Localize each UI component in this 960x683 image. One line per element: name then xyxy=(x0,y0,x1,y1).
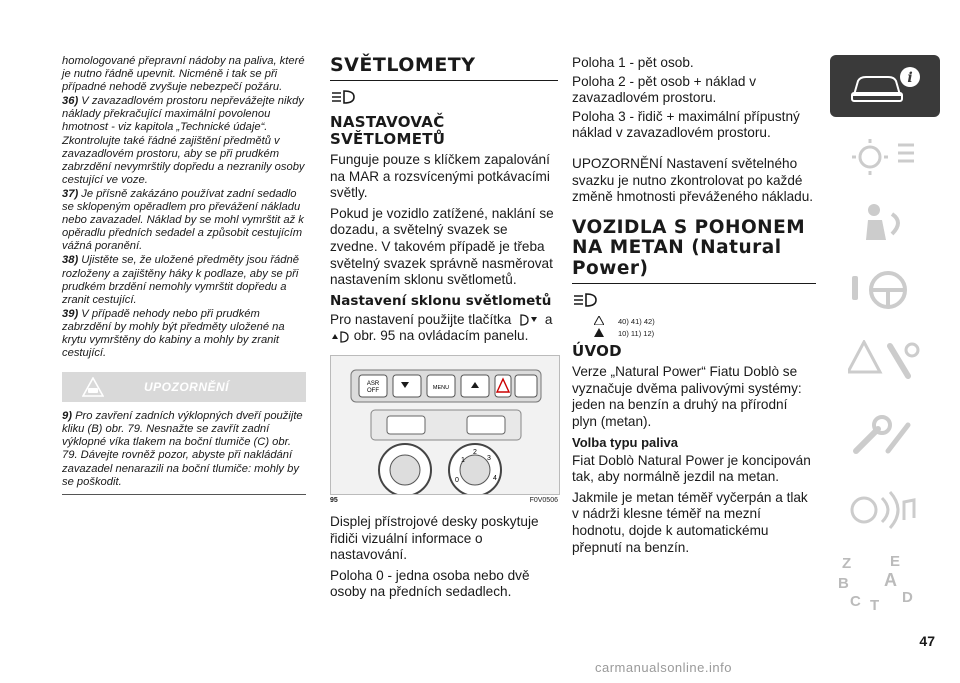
svg-text:Z: Z xyxy=(842,555,852,572)
svg-text:B: B xyxy=(838,575,849,592)
beam-up-icon xyxy=(515,313,541,327)
tab-multimedia[interactable] xyxy=(830,478,940,540)
svg-text:4: 4 xyxy=(493,474,497,482)
figure-caption xyxy=(330,497,558,504)
steering-icon xyxy=(848,268,922,314)
beam-warning: UPOZORNĚNÍ Nastavení světelného svazku je nutno zkontrolovat po každé změně hmotnosti převáženého nákladu. xyxy=(572,155,814,205)
svg-text:3: 3 xyxy=(487,454,491,462)
left-column xyxy=(62,55,306,495)
right-column xyxy=(572,55,816,560)
svg-text:D: D xyxy=(902,589,913,606)
middle-column xyxy=(330,55,558,605)
car-info-icon xyxy=(848,65,922,107)
warning-box xyxy=(62,410,306,495)
warning-text: 9) Pro zavření zadních výklopných dveří použijte kliku (B) obr. 79. Nesnažte se zavřít zadní výklopné víka tlakem na boční tlumiče (C) obr. 79. Dávejte rovněž pozor, abyste při nakládání zavazadel nenarazili na boční tlumiče: mohly by se poškodit. xyxy=(62,410,303,488)
note-38: 38) Ujistěte se, že uložené předměty jsou řádně rozloženy a zajištěny háky k podlaze, aby se při prudkém brzdění nemohly vymrštit dopředu a zranit cestující. xyxy=(62,254,299,306)
svg-text:i: i xyxy=(907,70,913,86)
caution-icon xyxy=(594,328,604,337)
position-1: Poloha 1 - pět osob. xyxy=(572,55,694,70)
warning-refs: 40) 41) 42) xyxy=(608,315,816,327)
svg-text:C: C xyxy=(850,593,861,610)
headlight-adjuster-heading: NASTAVOVAČ SVĚTLOMETŮ xyxy=(330,113,446,148)
svg-text:A: A xyxy=(884,570,897,590)
dashboard-figure xyxy=(330,355,560,495)
index-icon xyxy=(836,552,920,612)
airbag-icon xyxy=(848,200,922,246)
note-37: 37) Je přísně zakázáno používat zadní sedadlo se sklopeným opěradlem pro převážení nákladu nebo zavazadel. Náklad by se mohl vymrštit až k opěradlu předních sedadel a způsobit cestujícím vážná poranění. xyxy=(62,187,304,253)
warning-lights-icon xyxy=(848,135,922,179)
emergency-icon xyxy=(848,340,922,384)
intro-para: Verze „Natural Power“ Fiatu Doblò se vyznačuje dvěma palivovými systémy: jeden na benzín a druhý na přírodní plyn (metan). xyxy=(572,364,802,430)
warning-title: UPOZORNĚNÍ xyxy=(144,380,230,395)
svg-text:1: 1 xyxy=(461,456,465,464)
triangle-warning-icon xyxy=(594,316,604,325)
para-5: Poloha 0 - jedna osoba nebo dvě osoby na předních sedadlech. xyxy=(330,567,530,600)
page-number: 47 xyxy=(919,633,935,649)
tab-service[interactable] xyxy=(830,405,940,467)
menu-label: MENU xyxy=(432,384,450,391)
tab-car-info[interactable] xyxy=(830,55,940,117)
headlight-icon-2 xyxy=(572,292,816,313)
section-title-lights: SVĚTLOMETY xyxy=(330,55,558,81)
intro-heading: ÚVOD xyxy=(572,342,622,361)
asr-label: ASR xyxy=(366,380,380,387)
multimedia-icon xyxy=(848,488,922,532)
svg-text:0: 0 xyxy=(455,476,459,484)
beam-adjust-heading: Nastavení sklonu světlometů xyxy=(330,292,552,309)
caution-refs: 10) 11) 12) xyxy=(608,327,816,339)
note-39: 39) V případě nehody nebo při prudkém zabrzdění by mohly být předměty uložené na krytu vymrštěny do kabiny a mohly by zranit cestující. xyxy=(62,307,285,360)
tab-index[interactable] xyxy=(830,550,940,612)
figure-code: F0V0506 xyxy=(529,496,558,504)
note-continued: homologované přepravní nádoby na paliva, které je nutno řádně upevnit. Nicméně i tak se při případné nehodě zvyšuje nebezpečí požáru. xyxy=(62,55,305,94)
para-1: Funguje pouze s klíčkem zapalování na MAR a rozsvícenými potkávacími světly. xyxy=(330,152,550,201)
warning-car-icon xyxy=(82,377,104,397)
fuel-para-2: Jakmile je metan téměř vyčerpán a tlak v nádrži klesne téměř na mezní hodnotu, dojde k automatickému přepnutí na benzín. xyxy=(572,489,808,555)
svg-text:T: T xyxy=(870,597,880,612)
para-4: Displej přístrojové desky poskytuje řidiči vizuální informace o nastavování. xyxy=(330,513,539,563)
position-2: Poloha 2 - pět osob + náklad v zavazadlovém prostoru. xyxy=(572,73,757,106)
tab-warning-lights[interactable] xyxy=(830,125,940,187)
figure-number: 95 xyxy=(330,496,338,504)
tab-emergency[interactable] xyxy=(830,330,940,392)
fuel-para-1: Fiat Doblò Natural Power je koncipován tak, aby normálně jezdil na metan. xyxy=(572,452,811,485)
tab-airbag[interactable] xyxy=(830,190,940,252)
svg-text:2: 2 xyxy=(473,448,477,456)
para-3: Pro nastavení použijte tlačítka a obr. 95 na ovládacím panelu. xyxy=(330,311,553,344)
headlight-icon xyxy=(330,89,558,110)
section-title-methane: VOZIDLA S POHONEM NA METAN (Natural Power) xyxy=(572,218,816,285)
svg-text:E: E xyxy=(890,553,901,570)
watermark: carmanualsonline.info xyxy=(595,660,732,675)
off-label: OFF xyxy=(367,387,379,394)
position-3: Poloha 3 - řidič + maximální přípustný náklad v zavazadlovém prostoru. xyxy=(572,108,800,141)
note-36: 36) V zavazadlovém prostoru nepřevážejte nikdy náklady překračující maximální povolenou hmotnost - viz kapitola „Technické údaje“. Zkontrolujte také řádné zajištění předmětů v zavazadlovém prostoru, aby se při prudkém zabrzdění nevymrštily dopředu a nezranily osoby cestující ve voze. xyxy=(62,95,305,186)
warning-header xyxy=(62,372,306,402)
tab-steering[interactable] xyxy=(830,258,940,320)
beam-down-icon xyxy=(330,330,350,344)
service-icon xyxy=(848,415,922,459)
para-2: Pokud je vozidlo zatížené, naklání se dozadu, a světelný svazek se zvedne. V takovém případě je třeba světelný svazek správně nasměrovat nastavením sklonu světlometů. xyxy=(330,205,554,288)
fuel-choice-heading: Volba typu paliva xyxy=(572,434,678,450)
